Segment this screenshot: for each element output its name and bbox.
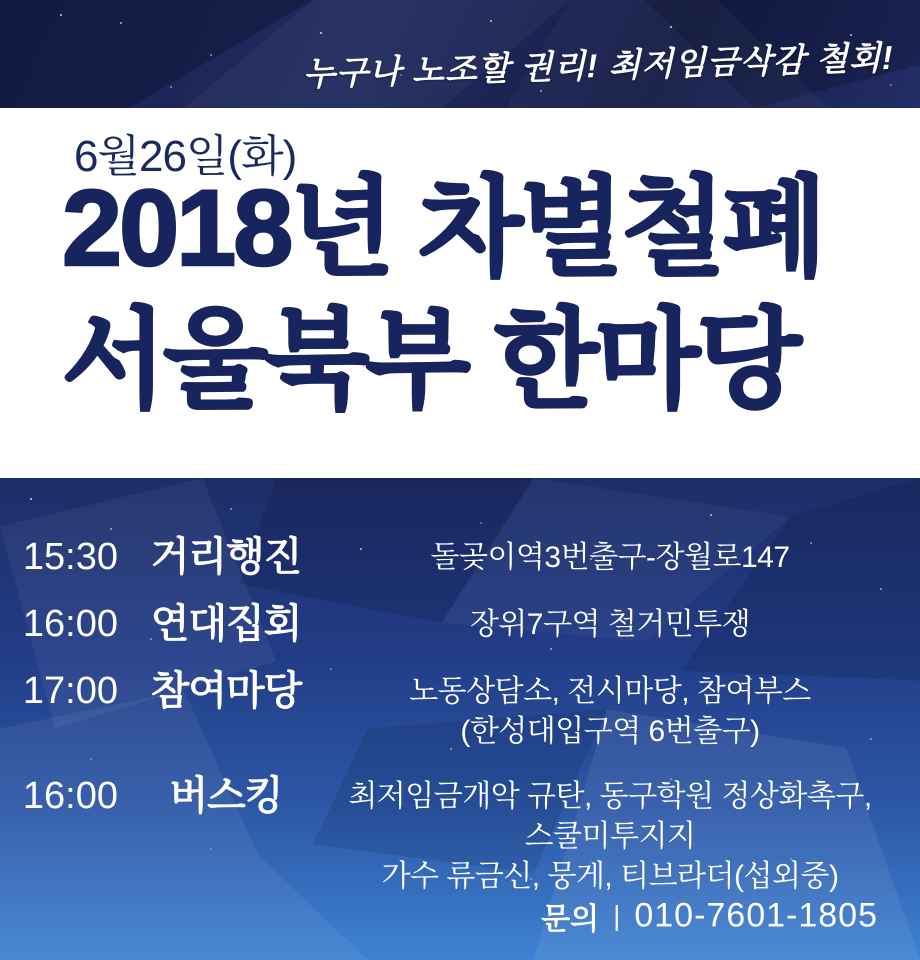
top-band bbox=[0, 0, 920, 108]
schedule-time: 16:00 bbox=[22, 775, 118, 817]
schedule-row bbox=[0, 534, 920, 580]
star-speckles bbox=[60, 14, 62, 16]
slogan-text: 누구나 노조할 권리! 최저임금삭감 철회! bbox=[302, 38, 895, 93]
schedule-label: 버스킹 bbox=[169, 774, 283, 818]
star-speckles bbox=[30, 498, 32, 500]
title-line-2: 서울북부 한마당 bbox=[62, 299, 799, 420]
schedule-detail-line: 가수 류금신, 뭉게, 티브라더(섭외중) bbox=[381, 860, 839, 893]
schedule-details bbox=[334, 534, 920, 578]
schedule-details bbox=[334, 601, 920, 645]
schedule-time: 16:00 bbox=[22, 603, 118, 645]
contact-separator: | bbox=[613, 900, 621, 931]
schedule-detail-line: 돌곶이역3번출구-장월로147 bbox=[430, 541, 790, 574]
schedule-section bbox=[0, 478, 920, 960]
schedule-detail-line: 최저임금개악 규탄, 동구학원 정상화촉구, bbox=[348, 780, 872, 813]
title-line-1: 2018년 차별철폐 bbox=[62, 167, 824, 288]
event-date: 6월26일(화) bbox=[74, 132, 297, 181]
schedule-detail-line: (한성대입구역 6번출구) bbox=[460, 715, 760, 748]
title-section bbox=[0, 108, 920, 478]
schedule-row bbox=[0, 601, 920, 647]
schedule-list bbox=[0, 534, 920, 918]
schedule-label: 참여마당 bbox=[150, 669, 302, 713]
schedule-row bbox=[0, 668, 920, 752]
schedule-time: 17:00 bbox=[22, 670, 118, 712]
contact-phone: 010-7601-1805 bbox=[634, 896, 878, 935]
contact-label: 문의 bbox=[541, 903, 600, 936]
schedule-details bbox=[334, 773, 920, 897]
schedule-label: 연대집회 bbox=[150, 602, 302, 646]
contact bbox=[541, 894, 878, 938]
schedule-detail-line: 노동상담소, 전시마당, 참여부스 bbox=[409, 675, 811, 708]
schedule-time: 15:30 bbox=[22, 536, 118, 578]
schedule-detail-line: 스쿨미투지지 bbox=[524, 820, 696, 853]
schedule-row bbox=[0, 773, 920, 897]
schedule-detail-line: 장위7구역 철거민투쟁 bbox=[469, 608, 751, 641]
schedule-label: 거리행진 bbox=[150, 535, 302, 579]
schedule-details bbox=[334, 668, 920, 752]
